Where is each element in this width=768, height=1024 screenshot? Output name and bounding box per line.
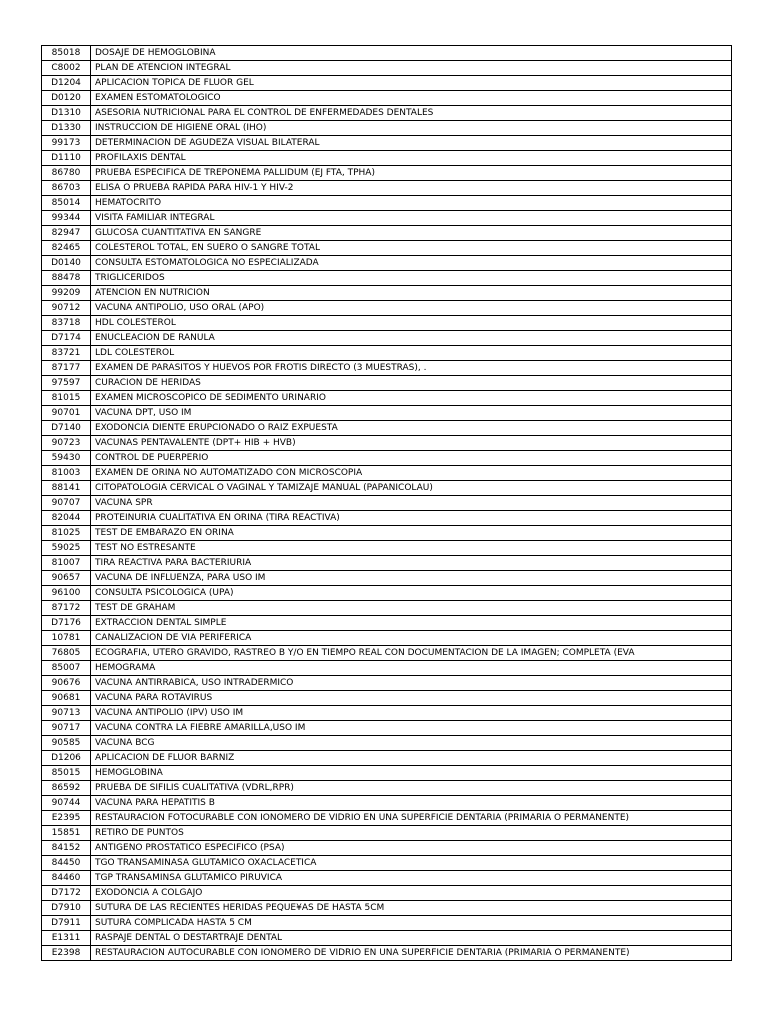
table-row: [42, 91, 732, 106]
procedure-code-cell: 90713: [42, 706, 91, 721]
table-row: [42, 436, 732, 451]
procedure-description-cell: EXODONCIA A COLGAJO: [91, 886, 732, 901]
table-row: [42, 631, 732, 646]
procedure-description-cell: CANALIZACION DE VIA PERIFERICA: [91, 631, 732, 646]
procedure-code-cell: 81007: [42, 556, 91, 571]
procedure-description-cell: TRIGLICERIDOS: [91, 271, 732, 286]
procedure-code-cell: E1311: [42, 931, 91, 946]
procedure-code-cell: 82947: [42, 226, 91, 241]
table-row: [42, 196, 732, 211]
table-row: [42, 316, 732, 331]
procedure-description-cell: ATENCION EN NUTRICION: [91, 286, 732, 301]
procedure-code-cell: D7174: [42, 331, 91, 346]
procedure-description-cell: TGO TRANSAMINASA GLUTAMICO OXACLACETICA: [91, 856, 732, 871]
table-row: [42, 886, 732, 901]
table-row: [42, 391, 732, 406]
table-row: [42, 61, 732, 76]
procedure-code-cell: D7910: [42, 901, 91, 916]
procedure-description-cell: VACUNA DE INFLUENZA, PARA USO IM: [91, 571, 732, 586]
procedure-description-cell: EXAMEN DE ORINA NO AUTOMATIZADO CON MICROSCOPIA: [91, 466, 732, 481]
procedure-description-cell: VACUNA ANTIRRABICA, USO INTRADERMICO: [91, 676, 732, 691]
procedure-description-cell: VACUNA SPR: [91, 496, 732, 511]
procedure-description-cell: RASPAJE DENTAL O DESTARTRAJE DENTAL: [91, 931, 732, 946]
procedure-description-cell: VACUNA BCG: [91, 736, 732, 751]
procedure-description-cell: TEST DE EMBARAZO EN ORINA: [91, 526, 732, 541]
table-row: [42, 181, 732, 196]
procedure-code-cell: E2395: [42, 811, 91, 826]
table-row: [42, 601, 732, 616]
procedure-description-cell: VACUNA CONTRA LA FIEBRE AMARILLA,USO IM: [91, 721, 732, 736]
procedure-code-cell: 10781: [42, 631, 91, 646]
procedure-description-cell: CURACION DE HERIDAS: [91, 376, 732, 391]
procedure-description-cell: TEST NO ESTRESANTE: [91, 541, 732, 556]
procedure-description-cell: EXODONCIA DIENTE ERUPCIONADO O RAIZ EXPUESTA: [91, 421, 732, 436]
table-row: [42, 76, 732, 91]
procedure-description-cell: PRUEBA DE SIFILIS CUALITATIVA (VDRL,RPR): [91, 781, 732, 796]
procedure-code-cell: 85018: [42, 46, 91, 61]
procedure-description-cell: RETIRO DE PUNTOS: [91, 826, 732, 841]
table-row: [42, 676, 732, 691]
procedure-code-cell: 88141: [42, 481, 91, 496]
procedure-code-cell: 59430: [42, 451, 91, 466]
procedure-description-cell: SUTURA DE LAS RECIENTES HERIDAS PEQUE¥AS DE HASTA 5CM: [91, 901, 732, 916]
procedure-description-cell: VACUNA ANTIPOLIO, USO ORAL (APO): [91, 301, 732, 316]
procedure-code-cell: 85014: [42, 196, 91, 211]
procedure-code-cell: 83718: [42, 316, 91, 331]
table-row: [42, 466, 732, 481]
procedure-code-cell: 85015: [42, 766, 91, 781]
procedure-code-cell: 90707: [42, 496, 91, 511]
procedure-description-cell: APLICACION DE FLUOR BARNIZ: [91, 751, 732, 766]
table-row: [42, 796, 732, 811]
procedure-code-cell: 97597: [42, 376, 91, 391]
table-row: [42, 241, 732, 256]
table-row: [42, 256, 732, 271]
procedure-description-cell: TEST DE GRAHAM: [91, 601, 732, 616]
procedure-description-cell: VACUNA DPT, USO IM: [91, 406, 732, 421]
procedure-code-cell: D1110: [42, 151, 91, 166]
procedure-code-cell: 99209: [42, 286, 91, 301]
table-row: [42, 451, 732, 466]
procedure-code-cell: D1204: [42, 76, 91, 91]
procedure-description-cell: VACUNA PARA ROTAVIRUS: [91, 691, 732, 706]
table-row: [42, 481, 732, 496]
table-row: [42, 211, 732, 226]
procedure-code-cell: 90723: [42, 436, 91, 451]
procedure-code-cell: 90676: [42, 676, 91, 691]
table-row: [42, 406, 732, 421]
procedure-code-cell: C8002: [42, 61, 91, 76]
procedure-description-cell: HEMOGRAMA: [91, 661, 732, 676]
procedure-description-cell: SUTURA COMPLICADA HASTA 5 CM: [91, 916, 732, 931]
table-row: [42, 721, 732, 736]
table-row: [42, 586, 732, 601]
table-row: [42, 946, 732, 961]
procedure-code-cell: 86592: [42, 781, 91, 796]
procedure-description-cell: EXAMEN MICROSCOPICO DE SEDIMENTO URINARIO: [91, 391, 732, 406]
table-row: [42, 826, 732, 841]
procedure-description-cell: RESTAURACION FOTOCURABLE CON IONOMERO DE VIDRIO EN UNA SUPERFICIE DENTARIA (PRIMARIA O PERMANENTE): [91, 811, 732, 826]
procedure-description-cell: LDL COLESTEROL: [91, 346, 732, 361]
table-row: [42, 646, 732, 661]
procedure-description-cell: VACUNA PARA HEPATITIS B: [91, 796, 732, 811]
table-row: [42, 136, 732, 151]
table-row: [42, 511, 732, 526]
procedure-code-cell: 90717: [42, 721, 91, 736]
table-row: [42, 271, 732, 286]
procedure-code-cell: 83721: [42, 346, 91, 361]
procedure-description-cell: PROTEINURIA CUALITATIVA EN ORINA (TIRA REACTIVA): [91, 511, 732, 526]
table-row: [42, 571, 732, 586]
procedure-code-cell: 99344: [42, 211, 91, 226]
table-row: [42, 421, 732, 436]
procedure-description-cell: DOSAJE DE HEMOGLOBINA: [91, 46, 732, 61]
procedure-description-cell: GLUCOSA CUANTITATIVA EN SANGRE: [91, 226, 732, 241]
procedure-code-cell: 90744: [42, 796, 91, 811]
procedure-code-cell: 15851: [42, 826, 91, 841]
table-row: [42, 496, 732, 511]
table-row: [42, 931, 732, 946]
procedure-description-cell: HEMATOCRITO: [91, 196, 732, 211]
table-row: [42, 706, 732, 721]
procedure-code-cell: 84460: [42, 871, 91, 886]
procedure-description-cell: EXTRACCION DENTAL SIMPLE: [91, 616, 732, 631]
procedure-code-cell: 76805: [42, 646, 91, 661]
table-row: [42, 46, 732, 61]
table-row: [42, 376, 732, 391]
table-row: [42, 121, 732, 136]
procedure-code-cell: D0120: [42, 91, 91, 106]
table-row: [42, 151, 732, 166]
procedure-code-cell: 90585: [42, 736, 91, 751]
procedure-description-cell: ANTIGENO PROSTATICO ESPECIFICO (PSA): [91, 841, 732, 856]
procedure-description-cell: INSTRUCCION DE HIGIENE ORAL (IHO): [91, 121, 732, 136]
procedure-code-cell: 82044: [42, 511, 91, 526]
table-row: [42, 301, 732, 316]
procedure-code-cell: 82465: [42, 241, 91, 256]
table-row: [42, 916, 732, 931]
procedure-code-cell: 88478: [42, 271, 91, 286]
procedure-code-cell: 84152: [42, 841, 91, 856]
procedure-description-cell: EXAMEN ESTOMATOLOGICO: [91, 91, 732, 106]
procedure-description-cell: ENUCLEACION DE RANULA: [91, 331, 732, 346]
table-row: [42, 691, 732, 706]
table-row: [42, 106, 732, 121]
procedure-description-cell: ELISA O PRUEBA RAPIDA PARA HIV-1 Y HIV-2: [91, 181, 732, 196]
procedure-code-cell: D7140: [42, 421, 91, 436]
procedure-code-cell: 81003: [42, 466, 91, 481]
table-row: [42, 346, 732, 361]
table-row: [42, 166, 732, 181]
procedure-code-cell: D1310: [42, 106, 91, 121]
procedure-code-cell: D7172: [42, 886, 91, 901]
procedure-description-cell: PROFILAXIS DENTAL: [91, 151, 732, 166]
procedure-code-cell: D1330: [42, 121, 91, 136]
procedure-code-cell: 96100: [42, 586, 91, 601]
table-row: [42, 526, 732, 541]
table-row: [42, 361, 732, 376]
procedure-code-cell: 59025: [42, 541, 91, 556]
procedure-code-cell: D0140: [42, 256, 91, 271]
procedure-description-cell: CONTROL DE PUERPERIO: [91, 451, 732, 466]
procedure-description-cell: ASESORIA NUTRICIONAL PARA EL CONTROL DE ENFERMEDADES DENTALES: [91, 106, 732, 121]
procedure-code-cell: 90712: [42, 301, 91, 316]
procedure-description-cell: CONSULTA ESTOMATOLOGICA NO ESPECIALIZADA: [91, 256, 732, 271]
procedure-description-cell: HEMOGLOBINA: [91, 766, 732, 781]
table-row: [42, 841, 732, 856]
procedure-code-cell: 90701: [42, 406, 91, 421]
procedure-code-cell: D7176: [42, 616, 91, 631]
procedure-description-cell: TGP TRANSAMINSA GLUTAMICO PIRUVICA: [91, 871, 732, 886]
procedure-code-cell: 85007: [42, 661, 91, 676]
procedure-code-cell: D1206: [42, 751, 91, 766]
procedure-description-cell: COLESTEROL TOTAL, EN SUERO O SANGRE TOTAL: [91, 241, 732, 256]
procedure-code-cell: D7911: [42, 916, 91, 931]
table-row: [42, 856, 732, 871]
procedure-code-cell: 90681: [42, 691, 91, 706]
table-row: [42, 766, 732, 781]
procedure-description-cell: DETERMINACION DE AGUDEZA VISUAL BILATERAL: [91, 136, 732, 151]
table-row: [42, 781, 732, 796]
procedure-description-cell: VACUNAS PENTAVALENTE (DPT+ HIB + HVB): [91, 436, 732, 451]
procedure-description-cell: VISITA FAMILIAR INTEGRAL: [91, 211, 732, 226]
procedure-code-cell: 86703: [42, 181, 91, 196]
procedure-description-cell: APLICACION TOPICA DE FLUOR GEL: [91, 76, 732, 91]
procedure-code-cell: 87172: [42, 601, 91, 616]
table-row: [42, 751, 732, 766]
procedure-code-cell: E2398: [42, 946, 91, 961]
procedure-description-cell: VACUNA ANTIPOLIO (IPV) USO IM: [91, 706, 732, 721]
table-row: [42, 616, 732, 631]
table-row: [42, 541, 732, 556]
procedure-code-cell: 86780: [42, 166, 91, 181]
procedure-code-table: [41, 45, 732, 961]
table-row: [42, 736, 732, 751]
procedure-description-cell: EXAMEN DE PARASITOS Y HUEVOS POR FROTIS DIRECTO (3 MUESTRAS), .: [91, 361, 732, 376]
procedure-description-cell: TIRA REACTIVA PARA BACTERIURIA: [91, 556, 732, 571]
table-row: [42, 556, 732, 571]
table-row: [42, 331, 732, 346]
procedure-code-table-body: [42, 46, 732, 961]
procedure-description-cell: CITOPATOLOGIA CERVICAL O VAGINAL Y TAMIZAJE MANUAL (PAPANICOLAU): [91, 481, 732, 496]
table-row: [42, 811, 732, 826]
procedure-code-cell: 99173: [42, 136, 91, 151]
procedure-description-cell: HDL COLESTEROL: [91, 316, 732, 331]
table-row: [42, 901, 732, 916]
procedure-description-cell: PRUEBA ESPECIFICA DE TREPONEMA PALLIDUM (EJ FTA, TPHA): [91, 166, 732, 181]
table-row: [42, 286, 732, 301]
procedure-code-cell: 81025: [42, 526, 91, 541]
procedure-code-cell: 90657: [42, 571, 91, 586]
procedure-code-cell: 81015: [42, 391, 91, 406]
procedure-description-cell: RESTAURACION AUTOCURABLE CON IONOMERO DE VIDRIO EN UNA SUPERFICIE DENTARIA (PRIMARIA O PERMANENTE): [91, 946, 732, 961]
table-row: [42, 871, 732, 886]
procedure-description-cell: CONSULTA PSICOLOGICA (UPA): [91, 586, 732, 601]
table-row: [42, 661, 732, 676]
table-row: [42, 226, 732, 241]
procedure-code-cell: 87177: [42, 361, 91, 376]
procedure-description-cell: ECOGRAFIA, UTERO GRAVIDO, RASTREO B Y/O EN TIEMPO REAL CON DOCUMENTACION DE LA IMAGEN; COMPLETA (EVA: [91, 646, 732, 661]
procedure-description-cell: PLAN DE ATENCION INTEGRAL: [91, 61, 732, 76]
procedure-code-cell: 84450: [42, 856, 91, 871]
